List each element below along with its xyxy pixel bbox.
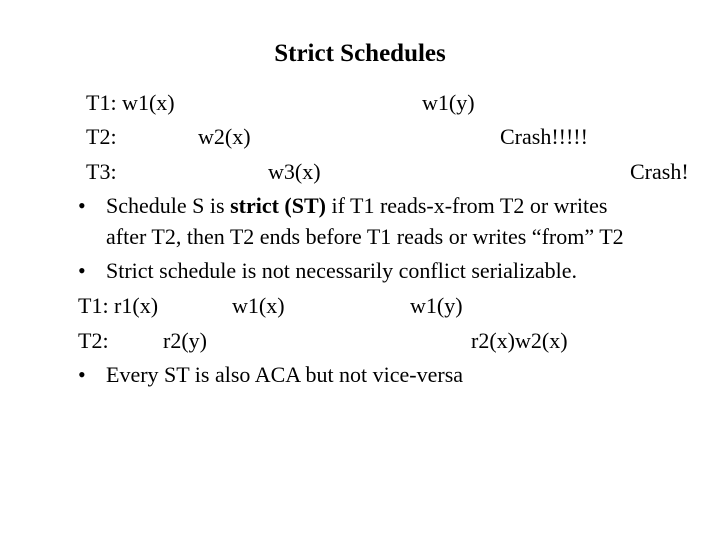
t1-op-w1y: w1(y)	[422, 90, 475, 115]
b2-t2-op-r2y: r2(y)	[163, 328, 207, 353]
t3-op-w3x: w3(x)	[268, 159, 321, 184]
t2-op-w2x: w2(x)	[198, 124, 251, 149]
b2-t1-op-w1x: w1(x)	[232, 293, 285, 318]
bullet-3-text: Every ST is also ACA but not vice-versa	[106, 362, 464, 387]
bullet-1-line-2: after T2, then T2 ends before T1 reads or writes “from” T2	[106, 224, 624, 249]
bullet-1-suffix: if T1 reads-x-from T2 or writes	[325, 193, 608, 218]
bullet-1-line-1	[106, 193, 607, 219]
bullet-1-prefix: Schedule S is	[106, 193, 231, 218]
b2-t2-label: T2:	[78, 328, 109, 353]
bullet-2-text: Strict schedule is not necessarily conflict serializable.	[106, 258, 578, 283]
b2-t1-op-w1y: w1(y)	[410, 293, 463, 318]
b2-t1-label: T1: r1(x)	[78, 293, 159, 318]
b2-t2-op-r2xw2x: r2(x)w2(x)	[471, 328, 568, 353]
bullet-1-term: strict (ST)	[230, 193, 326, 218]
slide-title: Strict Schedules	[274, 40, 446, 67]
bullet-1-glyph: •	[78, 193, 86, 218]
t2-label: T2:	[86, 124, 117, 149]
t3-op-crash: Crash!	[630, 159, 689, 184]
t2-op-crash: Crash!!!!!	[500, 124, 588, 149]
bullet-3-glyph: •	[78, 362, 86, 387]
t3-label: T3:	[86, 159, 117, 184]
bullet-2-glyph: •	[78, 258, 86, 283]
t1-label: T1: w1(x)	[86, 90, 175, 115]
